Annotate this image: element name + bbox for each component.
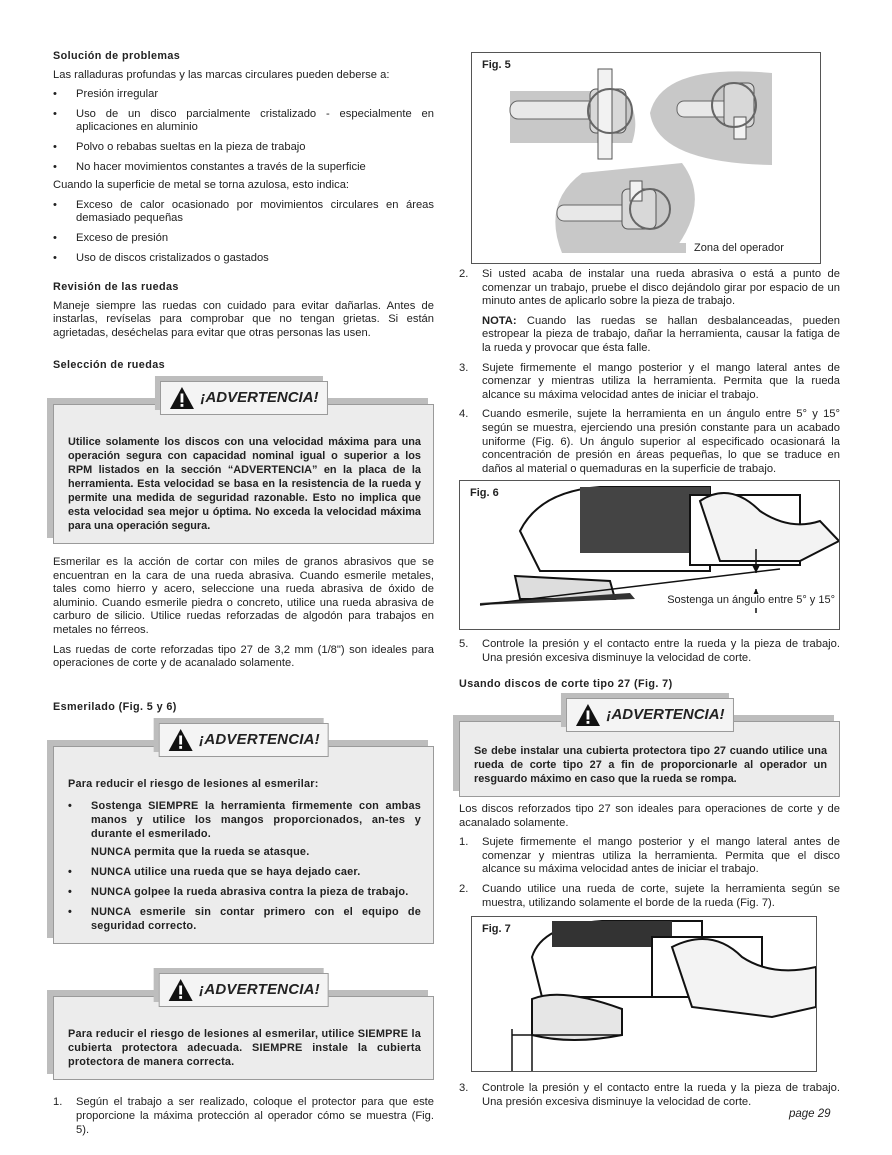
list-item: • Exceso de presión [53,231,169,244]
list-item: • Polvo o rebabas sueltas en la pieza de trabajo [53,140,306,153]
grinding-paragraph: Esmerilar es la acción de cortar con miles de granos abrasivos que se encuentran en la cara de una rueda abrasiva. Cuando esmerile metales, tales como hierro y acero, seleccione una rueda abrasiva de óxido de aluminio. Cuando esmerile piedra o concreto, utilice una rueda abrasiva de carburo de silicio. Utilice ruedas reforzadas de algodón para trabajos en metales no férreos. [53,556,434,637]
step-item: 3. Controle la presión y el contacto entre la rueda y la pieza de trabajo. Una presión excesiva disminuye la velocidad de corte. [459,1082,840,1108]
warning-intro: Para reducir el riesgo de lesiones al esmerilar: [68,778,319,791]
warning-triangle-icon [167,978,193,1002]
warning-item: • NUNCA golpee la rueda abrasiva contra la pieza de trabajo. [68,886,409,899]
list-item: • Uso de un disco parcialmente cristalizado - especialmente en aplicaciones en aluminio [53,107,434,134]
fig6-caption: Sostenga un ángulo entre 5° y 15° [667,594,835,607]
warning-item: • NUNCA utilice una rueda que se haya dejado caer. [68,866,361,879]
list-item: • Uso de discos cristalizados o gastados [53,251,269,264]
type27-paragraph: Las ruedas de corte reforzadas tipo 27 de 3,2 mm (1/8") son ideales para operaciones de corte y de acanalado solamente. [53,643,434,670]
review-text: Maneje siempre las ruedas con cuidado para evitar dañarlas. Antes de instarlas, revíselas para comprobar que no tengan grietas. Si están agrietadas, deséchelas para evitar que otras personas las usen. [53,299,434,339]
figure-6: Fig. 6 Sostenga un ángulo entre 5° y 15° [459,480,840,630]
warning-box [53,981,434,1080]
blue-intro: Cuando la superficie de metal se torna azulosa, esto indica: [53,179,350,192]
type27-heading: Usando discos de corte tipo 27 (Fig. 7) [459,677,673,690]
warning-tab: ¡ADVERTENCIA! [158,723,329,757]
warning-tab: ¡ADVERTENCIA! [158,973,329,1007]
warning-triangle-icon [574,703,600,727]
fig5-illustration [472,53,820,263]
selection-heading: Selección de ruedas [53,358,166,371]
list-item: • Presión irregular [53,88,159,101]
step-item: 1. Según el trabajo a ser realizado, coloque el protector para que este proporcione la máxima protección al operador cómo se muestra (Fig. 5). [53,1096,434,1136]
fig7-illustration [472,917,816,1071]
warning-text: Utilice solamente los discos con una velocidad máxima para una operación segura con capacidad nominal igual o superior a los RPM listados en la sección “ADVERTENCIA” en la placa de la herramienta. Esta velocidad se basa en la resistencia de la rueda y permite una medida de seguridad razonable. Esto no implica que esta velocidad sea mejor u óptima. No exceda la velocidad máxima para una operación segura. [68,436,421,533]
right-column [459,52,840,1109]
troubleshoot-heading: Solución de problemas [53,50,181,62]
warning-item: • NUNCA esmerile sin contar primero con el equipo de seguridad correcto. [68,906,421,933]
page-number: page 29 [789,1108,831,1120]
step-item: 4. Cuando esmerile, sujete la herramienta en un ángulo entre 5° y 15° según se muestra, ejerciendo una presión constante para un acabado uniforme (Fig. 6). Un ángulo superior al especificado ocasionará la concentración de presión en áreas pequeñas, lo que se traduce en daños al material o quemaduras en la superficie de trabajo. [459,408,840,475]
grinding-heading: Esmerilado (Fig. 5 y 6) [53,700,177,713]
warning-tab: ¡ADVERTENCIA! [565,698,733,732]
troubleshoot-intro: Las ralladuras profundas y las marcas circulares pueden deberse a: [53,68,390,81]
warning-subitem: NUNCA permita que la rueda se atasque. [91,846,310,859]
step-item: 1. Sujete firmemente el mango posterior y el mango lateral antes de comenzar y mientras utiliza la herramienta. Permita que el disco alcance su máxima velocidad antes de iniciar el trabajo. [459,836,840,876]
step-item: 5. Controle la presión y el contacto entre la rueda y la pieza de trabajo. Una presión excesiva disminuye la velocidad de corte. [459,638,840,664]
note: NOTA: Cuando las ruedas se hallan desbalanceadas, pueden estropear la pieza de trabajo, dañar la herramienta, causar la fatiga de la rueda y provocar que ésta falle. [482,314,840,354]
warning-triangle-icon [168,386,194,410]
reinforced-paragraph: Los discos reforzados tipo 27 son ideales para operaciones de corte y de acanalado solamente. [459,803,840,829]
warning-triangle-icon [167,728,193,752]
warning-tab: ¡ADVERTENCIA! [159,381,327,415]
step-item: 2. Cuando utilice una rueda de corte, sujete la herramienta según se muestra, utilizando solamente el borde de la rueda (Fig. 7). [459,883,840,909]
warning-box [459,706,840,797]
warning-text: Para reducir el riesgo de lesiones al esmerilar, utilice SIEMPRE la cubierta protectora adecuada. SIEMPRE instale la cubierta protectora de manera correcta. [68,1028,421,1069]
warning-text: Se debe instalar una cubierta protectora tipo 27 cuando utilice una rueda de corte tipo 27 a fin de proporcionarle al operador un resguardo máximo en caso que la rueda se rompa. [474,745,827,786]
figure-7: Fig. 7 [471,916,817,1072]
review-heading: Revisión de las ruedas [53,281,179,294]
list-item: • Exceso de calor ocasionado por movimientos circulares en áreas demasiado pequeñas [53,198,434,225]
left-column [53,50,434,1137]
warning-box [53,731,434,944]
fig5-legend: Zona del operador [694,242,784,254]
figure-5: Fig. 5 Zona del operador [471,52,821,264]
step-item: 3. Sujete firmemente el mango posterior y el mango lateral antes de comenzar y mientras utiliza la herramienta. Permita que la rueda alcance su máxima velocidad antes de iniciar el trabajo. [459,361,840,401]
warning-box [53,389,434,544]
step-item: 2. Si usted acaba de instalar una rueda abrasiva o está a punto de comenzar un trabajo, pruebe el disco dejándolo girar por espacio de un minuto antes de aplicarlo sobre la pieza de trabajo. [459,268,840,308]
warning-item: • Sostenga SIEMPRE la herramienta firmemente con ambas manos y utilice los mangos proporcionados, an-tes y durante el esmerilado. [68,800,421,841]
list-item: • No hacer movimientos constantes a través de la superficie [53,160,366,173]
legend-swatch [672,243,686,253]
